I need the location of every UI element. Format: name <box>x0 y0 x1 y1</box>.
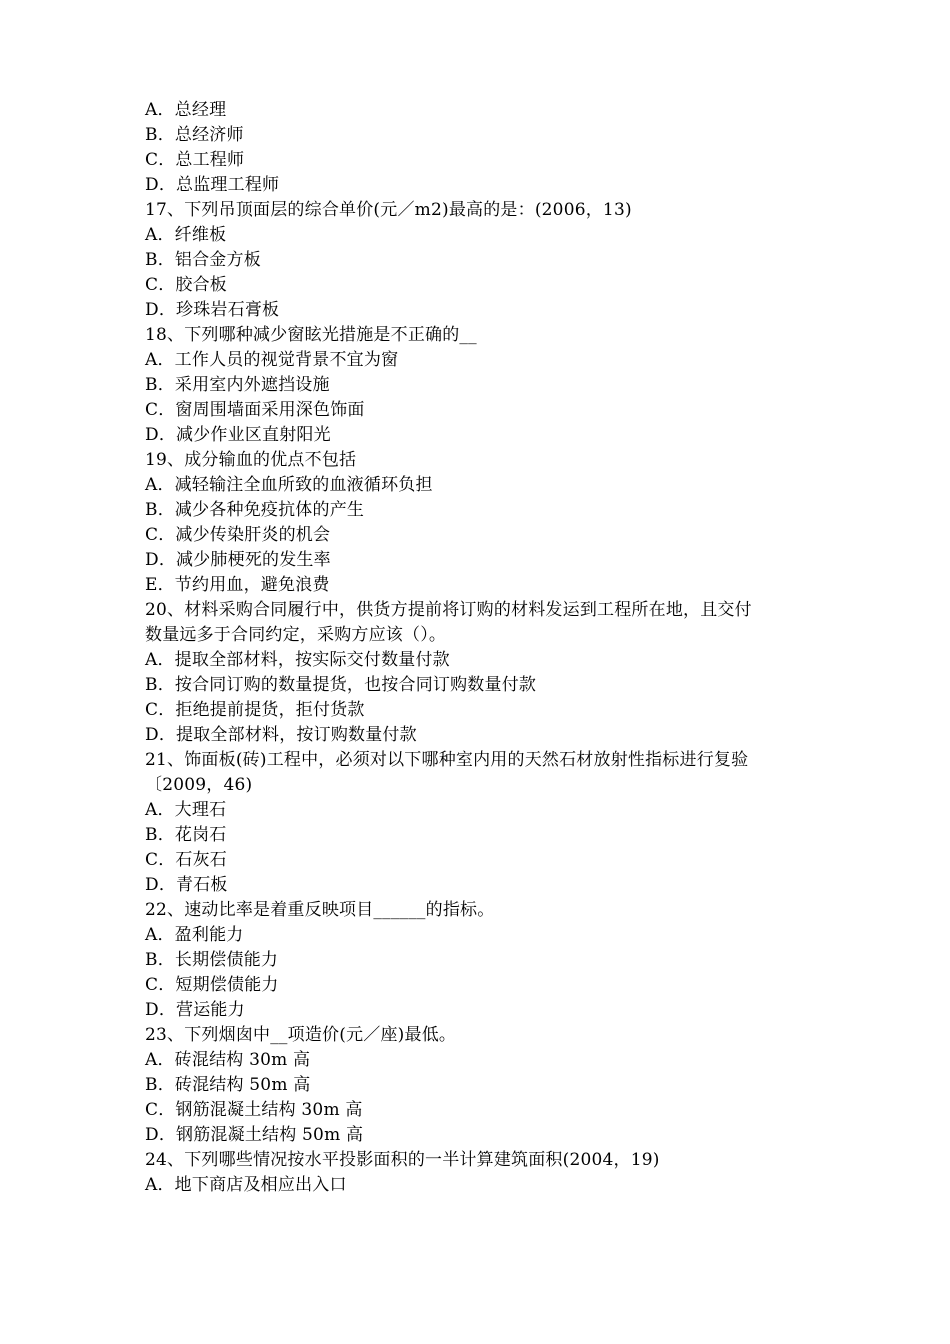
text-line: E．节约用血，避免浪费 <box>145 575 330 595</box>
text-line: A．盈利能力 <box>145 925 244 945</box>
text-line: C．短期偿债能力 <box>145 975 279 995</box>
text-line: C．减少传染肝炎的机会 <box>145 525 331 545</box>
question-text: 18、下列哪种减少窗眩光措施是不正确的__ <box>145 325 477 345</box>
text-line: A．砖混结构 30m 高 <box>145 1050 311 1070</box>
text-line: D．减少肺梗死的发生率 <box>145 550 331 570</box>
question-text: 24、下列哪些情况按水平投影面积的一半计算建筑面积(2004，19) <box>145 1150 660 1170</box>
question-list <box>145 98 825 1198</box>
text-line: B．采用室内外遮挡设施 <box>145 375 330 395</box>
text-line: A．大理石 <box>145 800 227 820</box>
question-text: 21、饰面板(砖)工程中，必须对以下哪种室内用的天然石材放射性指标进行复验 <box>145 750 749 770</box>
text-line: D．减少作业区直射阳光 <box>145 425 331 445</box>
question-text: 17、下列吊顶面层的综合单价(元／m2)最高的是：(2006，13) <box>145 200 632 220</box>
text-line: A．工作人员的视觉背景不宜为窗 <box>145 350 399 370</box>
text-line: A．减轻输注全血所致的血液循环负担 <box>145 475 433 495</box>
text-line: B．长期偿债能力 <box>145 950 279 970</box>
text-line: C．石灰石 <box>145 850 228 870</box>
question-text: 22、速动比率是着重反映项目______的指标。 <box>145 900 495 920</box>
text-line: C．拒绝提前提货，拒付货款 <box>145 700 365 720</box>
text-line: C．钢筋混凝土结构 30m 高 <box>145 1100 363 1120</box>
question-text: 23、下列烟囱中__项造价(元／座)最低。 <box>145 1025 457 1045</box>
text-line: D．总监理工程师 <box>145 175 280 195</box>
question-text: 20、材料采购合同履行中，供货方提前将订购的材料发运到工程所在地，且交付 <box>145 600 752 620</box>
text-line: B．铝合金方板 <box>145 250 261 270</box>
text-line: B．按合同订购的数量提货，也按合同订购数量付款 <box>145 675 537 695</box>
text-line: C．胶合板 <box>145 275 228 295</box>
text-line: B．减少各种免疫抗体的产生 <box>145 500 365 520</box>
text-line: B．花岗石 <box>145 825 227 845</box>
text-line: D．青石板 <box>145 875 228 895</box>
text-line: A．地下商店及相应出入口 <box>145 1175 347 1195</box>
text-line: A．纤维板 <box>145 225 227 245</box>
text-line: 数量远多于合同约定，采购方应该（）。 <box>145 625 447 645</box>
text-line: C．窗周围墙面采用深色饰面 <box>145 400 365 420</box>
text-line: B．总经济师 <box>145 125 244 145</box>
question-text: 19、成分输血的优点不包括 <box>145 450 357 470</box>
text-line: D．提取全部材料，按订购数量付款 <box>145 725 417 745</box>
text-line: 〔2009，46) <box>145 775 253 795</box>
text-line: D．钢筋混凝土结构 50m 高 <box>145 1125 364 1145</box>
text-line: D．珍珠岩石膏板 <box>145 300 280 320</box>
text-line: A．总经理 <box>145 100 227 120</box>
text-line: A．提取全部材料，按实际交付数量付款 <box>145 650 450 670</box>
text-line: C．总工程师 <box>145 150 245 170</box>
text-line: B．砖混结构 50m 高 <box>145 1075 311 1095</box>
text-line: D．营运能力 <box>145 1000 245 1020</box>
